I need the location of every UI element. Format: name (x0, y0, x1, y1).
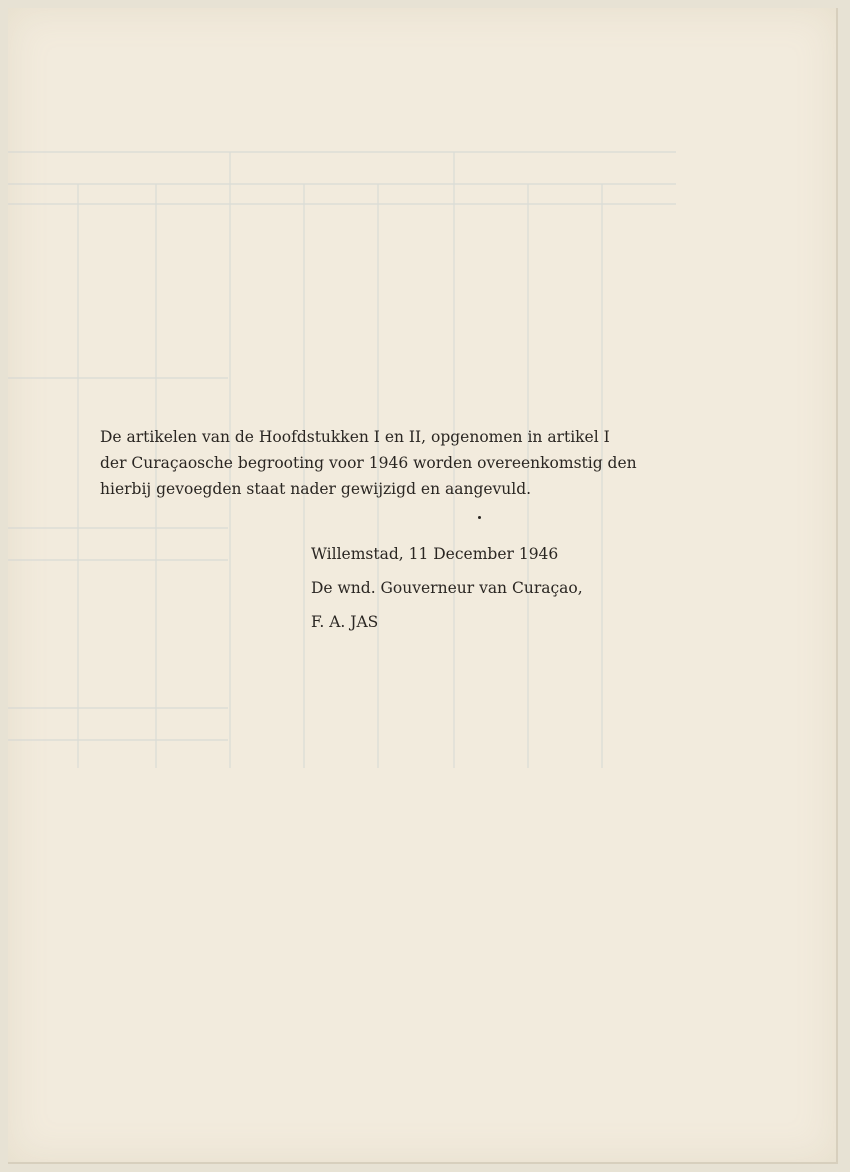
decree-line: hierbij gevoegden staat nader gewijzigd en aangevuld. (100, 480, 532, 498)
decree-paragraph (100, 424, 640, 502)
place-date: Willemstad, 11 December 1946 (311, 545, 559, 563)
signature-block (311, 538, 583, 640)
signatory-name: F. A. JAS (311, 613, 379, 631)
decree-line: der Curaçaosche begrooting voor 1946 worden overeenkomstig den (100, 454, 637, 472)
ink-dot (478, 516, 481, 519)
decree-line: De artikelen van de Hoofdstukken I en II, opgenomen in artikel I (100, 428, 610, 446)
document-page (8, 8, 838, 1164)
signatory-title: De wnd. Gouverneur van Curaçao, (311, 579, 583, 597)
